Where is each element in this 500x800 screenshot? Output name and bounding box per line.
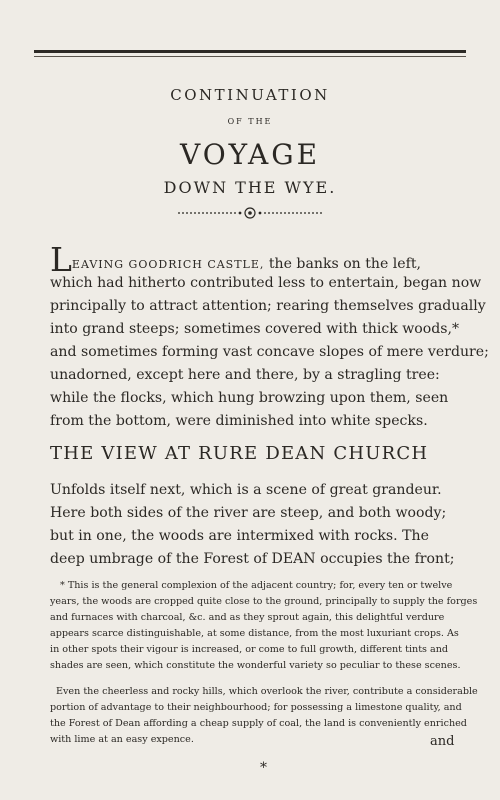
paragraph-line: which had hitherto contributed less to entertain, began now bbox=[50, 275, 482, 291]
footnote-line: shades are seen, which constitute the wonderful variety so peculiar to these scenes. bbox=[50, 660, 461, 671]
paragraph-line: from the bottom, were diminished into white specks. bbox=[50, 413, 428, 429]
footnote-line: and furnaces with charcoal, &c. and as they sprout again, this delightful verdure bbox=[50, 612, 445, 623]
paragraph-line: but in one, the woods are intermixed with rocks. The bbox=[50, 528, 429, 544]
title-voyage: VOYAGE bbox=[179, 138, 321, 171]
section-heading: THE VIEW AT RURE DEAN CHURCH bbox=[50, 443, 429, 464]
paragraph-line: unadorned, except here and there, by a stragling tree: bbox=[50, 367, 440, 383]
title-of-the: OF THE bbox=[227, 117, 273, 126]
header-rule-thin bbox=[34, 56, 466, 57]
paragraph-line: and sometimes forming vast concave slopes of mere verdure; bbox=[50, 344, 489, 360]
paragraph-line: Unfolds itself next, which is a scene of great grandeur. bbox=[50, 482, 442, 498]
paragraph-line: into grand steeps; sometimes covered with thick woods,* bbox=[50, 321, 460, 337]
footnote-line: with lime at an easy expence. bbox=[50, 734, 194, 745]
footnote-line: Even the cheerless and rocky hills, which overlook the river, contribute a considerable bbox=[56, 686, 478, 697]
paragraph-line: LEAVING GOODRICH CASTLE, the banks on the left, bbox=[50, 240, 422, 279]
place-name: GOODRICH CASTLE, bbox=[128, 258, 265, 271]
decorative-ornament bbox=[176, 206, 324, 220]
signature-mark: * bbox=[260, 760, 267, 776]
footnote-line: * This is the general complexion of the adjacent country; for, every ten or twelve bbox=[60, 580, 453, 591]
drop-cap: L bbox=[50, 240, 72, 279]
paragraph-line: principally to attract attention; rearing themselves gradually bbox=[50, 298, 486, 314]
footnote-line: years, the woods are cropped quite close to the ground, principally to supply the forges bbox=[50, 596, 478, 607]
paragraph-line: deep umbrage of the Forest of DEAN occupies the front; bbox=[50, 551, 455, 567]
footnote-line: appears scarce distinguishable, at some distance, from the most luxuriant crops. As bbox=[50, 628, 459, 639]
paragraph-line: while the flocks, which hung browzing upon them, seen bbox=[50, 390, 449, 406]
header-rule-thick bbox=[34, 50, 466, 53]
catchword: and bbox=[430, 734, 455, 749]
footnote-line: in other spots their vigour is increased, or come to full growth, different tints and bbox=[50, 644, 449, 655]
title-continuation: CONTINUATION bbox=[170, 86, 330, 104]
footnote-line: portion of advantage to their neighbourhood; for possessing a limestone quality, and bbox=[50, 702, 462, 713]
paragraph-line: Here both sides of the river are steep, and both woody; bbox=[50, 505, 447, 521]
footnote-line: the Forest of Dean affording a cheap supply of coal, the land is conveniently enriched bbox=[50, 718, 467, 729]
title-down-the-wye: DOWN THE WYE. bbox=[163, 178, 337, 197]
